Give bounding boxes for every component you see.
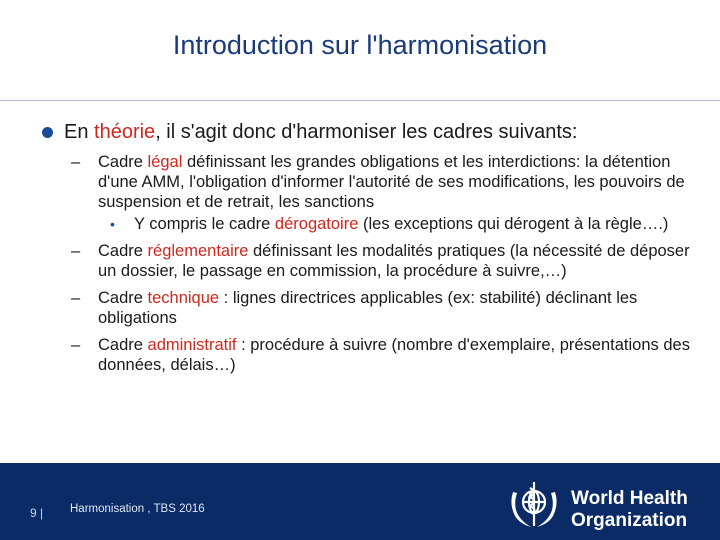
list-item-regulatory — [71, 241, 700, 281]
item-prefix: Cadre — [98, 153, 148, 171]
slide-body — [40, 120, 700, 375]
item-prefix: Cadre — [98, 289, 148, 307]
item-suffix: : procédure à suivre (nombre d'exemplaire, présentations des données, délais…) — [98, 336, 690, 374]
sub-item-prefix: Y compris le cadre — [134, 215, 275, 233]
item-highlight: technique — [147, 289, 220, 307]
footer-bar — [0, 463, 720, 540]
list-item-legal — [71, 152, 700, 212]
dash-bullet-icon: – — [71, 336, 81, 354]
item-highlight: administratif — [147, 336, 237, 354]
sub-item-derogatory — [110, 214, 700, 234]
page-number: 9 | — [30, 506, 44, 520]
item-prefix: Cadre — [98, 242, 148, 260]
item-highlight: réglementaire — [147, 242, 249, 260]
dash-bullet-icon: – — [71, 153, 81, 171]
main-bullet — [40, 120, 700, 145]
who-wordmark — [571, 488, 688, 532]
logo-line-2: Organization — [571, 510, 688, 531]
round-bullet-icon: • — [110, 216, 115, 232]
footer-text: Harmonisation , TBS 2016 — [70, 503, 205, 515]
logo-line-1: World Health — [571, 488, 688, 509]
main-bullet-suffix: , il s'agit donc d'harmoniser les cadres suivants: — [155, 121, 578, 143]
item-suffix: : lignes directrices applicables (ex: stabilité) déclinant les obligations — [98, 289, 638, 327]
dash-bullet-icon: – — [71, 289, 81, 307]
bullet-dot-icon — [42, 127, 53, 138]
main-bullet-highlight: théorie — [94, 121, 156, 143]
slide-title: Introduction sur l'harmonisation — [172, 30, 548, 60]
item-prefix: Cadre — [98, 336, 148, 354]
list-item-technical — [71, 288, 700, 328]
item-suffix: définissant les grandes obligations et les interdictions: la détention d'une AMM, l'obligation d'informer l'autorité de ses modifications, les pouvoirs de suspension et de retrait, les sanctions — [98, 153, 685, 211]
sub-item-suffix: (les exceptions qui dérogent à la règle….) — [358, 215, 669, 233]
item-highlight: légal — [147, 153, 183, 171]
who-emblem-icon — [505, 480, 563, 530]
dash-bullet-icon: – — [71, 242, 81, 260]
list-item-administrative — [71, 335, 700, 375]
title-divider — [0, 100, 720, 101]
main-bullet-prefix: En — [64, 121, 95, 143]
who-logo — [505, 480, 705, 530]
item-suffix: définissant les modalités pratiques (la nécessité de déposer un dossier, le passage en commission, la procédure à suivre,…) — [98, 242, 690, 280]
sub-item-highlight: dérogatoire — [274, 215, 359, 233]
